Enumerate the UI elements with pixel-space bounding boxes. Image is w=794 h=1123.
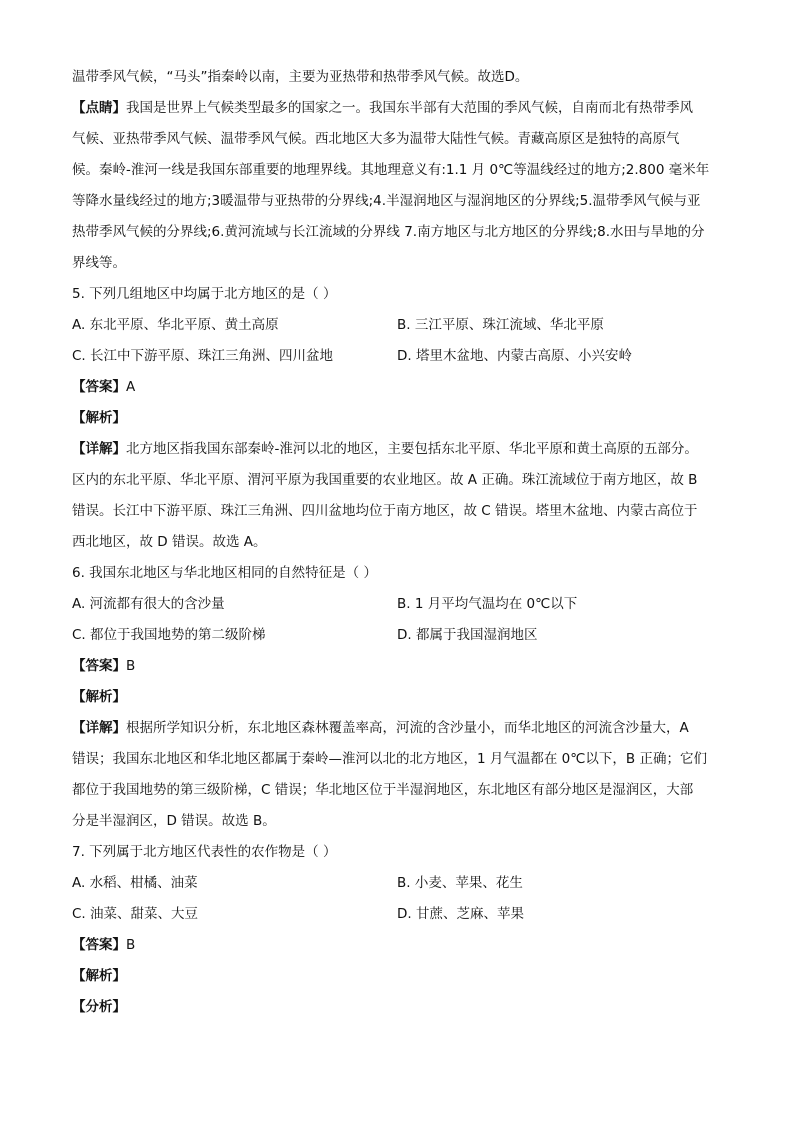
answer-value: B <box>126 937 136 953</box>
tip-line: 我国是世界上气候类型最多的国家之一。我国东半部有大范围的季风气候，自南而北有热带季风 <box>126 100 693 116</box>
detail-line: 根据所学知识分析，东北地区森林覆盖率高，河流的含沙量小，而华北地区的河流含沙量大，A <box>126 720 689 736</box>
question-5-stem: 5. 下列几组地区中均属于北方地区的是（ ） <box>72 286 337 302</box>
question-6-options <box>72 589 722 651</box>
tip-line: 界线等。 <box>72 255 126 271</box>
question-5-answer <box>72 372 722 403</box>
question-6-detail <box>72 713 722 837</box>
option-c: C. 长江中下游平原、珠江三角洲、四川盆地 <box>72 348 334 364</box>
question-7-analyze-label: 【分析】 <box>72 999 126 1015</box>
question-7-answer <box>72 930 722 961</box>
option-b: B. 三江平原、珠江流域、华北平原 <box>397 317 604 333</box>
answer-value: A <box>126 379 136 395</box>
question-6-answer <box>72 651 722 682</box>
option-c: C. 都位于我国地势的第二级阶梯 <box>72 627 266 643</box>
tip-paragraph <box>72 93 722 279</box>
prev-answer-tail: 温带季风气候，“马头”指秦岭以南，主要为亚热带和热带季风气候。故选D。 <box>72 69 529 85</box>
option-d: D. 甘蔗、芝麻、苹果 <box>397 906 524 922</box>
question-7-stem: 7. 下列属于北方地区代表性的农作物是（ ） <box>72 844 337 860</box>
document-page <box>72 62 722 1023</box>
option-a: A. 水稻、柑橘、油菜 <box>72 875 198 891</box>
answer-label: 【答案】 <box>72 379 126 395</box>
answer-label: 【答案】 <box>72 658 126 674</box>
option-b: B. 1 月平均气温均在 0℃以下 <box>397 596 578 612</box>
question-7-options <box>72 868 722 930</box>
detail-line: 错误；我国东北地区和华北地区都属于秦岭—淮河以北的北方地区，1 月气温都在 0℃以下，B 正确；它们 <box>72 751 707 767</box>
answer-label: 【答案】 <box>72 937 126 953</box>
question-5-options <box>72 310 722 372</box>
answer-value: B <box>126 658 136 674</box>
tip-line: 气候、亚热带季风气候、温带季风气候。西北地区大多为温带大陆性气候。青藏高原区是独特的高原气 <box>72 131 680 147</box>
question-7-analysis-label: 【解析】 <box>72 968 126 984</box>
detail-line: 错误。长江中下游平原、珠江三角洲、四川盆地均位于南方地区，故 C 错误。塔里木盆地、内蒙古高位于 <box>72 503 698 519</box>
detail-line: 西北地区，故 D 错误。故选 A。 <box>72 534 267 550</box>
question-5-detail <box>72 434 722 558</box>
option-d: D. 都属于我国湿润地区 <box>397 627 538 643</box>
option-a: A. 河流都有很大的含沙量 <box>72 596 225 612</box>
tip-line: 等降水量线经过的地方;3暖温带与亚热带的分界线;4.半湿润地区与湿润地区的分界线;5.温带季风气候与亚 <box>72 193 701 209</box>
detail-line: 都位于我国地势的第三级阶梯，C 错误；华北地区位于半湿润地区，东北地区有部分地区是湿润区，大部 <box>72 782 694 798</box>
tip-line: 热带季风气候的分界线;6.黄河流域与长江流域的分界线 7.南方地区与北方地区的分界线;8.水田与旱地的分 <box>72 224 705 240</box>
option-b: B. 小麦、苹果、花生 <box>397 875 523 891</box>
detail-label: 【详解】 <box>72 441 126 457</box>
tip-line: 候。秦岭-淮河一线是我国东部重要的地理界线。其地理意义有:1.1 月 0℃等温线经过的地方;2.800 毫米年 <box>72 162 710 178</box>
question-6-stem: 6. 我国东北地区与华北地区相同的自然特征是（ ） <box>72 565 377 581</box>
detail-line: 北方地区指我国东部秦岭-淮河以北的地区，主要包括东北平原、华北平原和黄土高原的五部分。 <box>126 441 698 457</box>
question-6-analysis-label: 【解析】 <box>72 689 126 705</box>
detail-line: 分是半湿润区，D 错误。故选 B。 <box>72 813 276 829</box>
option-c: C. 油菜、甜菜、大豆 <box>72 906 199 922</box>
detail-line: 区内的东北平原、华北平原、渭河平原为我国重要的农业地区。故 A 正确。珠江流域位于南方地区，故 B <box>72 472 698 488</box>
option-d: D. 塔里木盆地、内蒙古高原、小兴安岭 <box>397 348 632 364</box>
question-5-analysis-label: 【解析】 <box>72 410 126 426</box>
detail-label: 【详解】 <box>72 720 126 736</box>
option-a: A. 东北平原、华北平原、黄土高原 <box>72 317 279 333</box>
tip-label: 【点睛】 <box>72 100 126 116</box>
